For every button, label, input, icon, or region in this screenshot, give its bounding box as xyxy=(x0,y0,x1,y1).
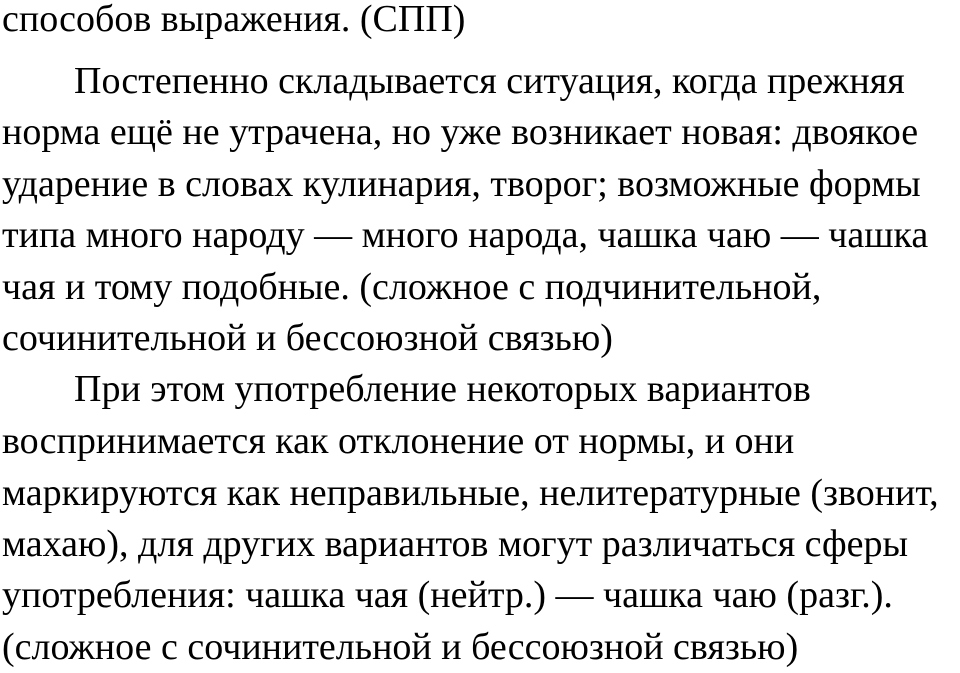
text-line: чая и тому подобные. (сложное с подчинительной, xyxy=(2,266,822,308)
text-line: ударение в словах кулинария, творог; возможные формы xyxy=(2,163,921,205)
text-line: махаю), для других вариантов могут различаться сферы xyxy=(2,523,909,565)
paragraph-first-line: При этом употребление некоторых вариантов xyxy=(74,368,811,410)
text-line: сочинительной и бессоюзной связью) xyxy=(2,317,613,359)
paragraph-first-line: Постепенно складывается ситуация, когда прежняя xyxy=(74,60,905,102)
text-line: норма ещё не утрачена, но уже возникает новая: двоякое xyxy=(2,111,919,153)
text-line: употребления: чашка чая (нейтр.) — чашка чаю (разг.). xyxy=(2,574,893,616)
text-line: маркируются как неправильные, нелитературные (звонит, xyxy=(2,472,939,514)
text-line: (сложное с сочинительной и бессоюзной связью) xyxy=(2,626,799,668)
text-line: типа много народу — много народа, чашка чаю — чашка xyxy=(2,214,929,256)
text-line: способов выражения. (СПП) xyxy=(2,0,466,40)
text-line: воспринимается как отклонение от нормы, и они xyxy=(2,420,795,462)
